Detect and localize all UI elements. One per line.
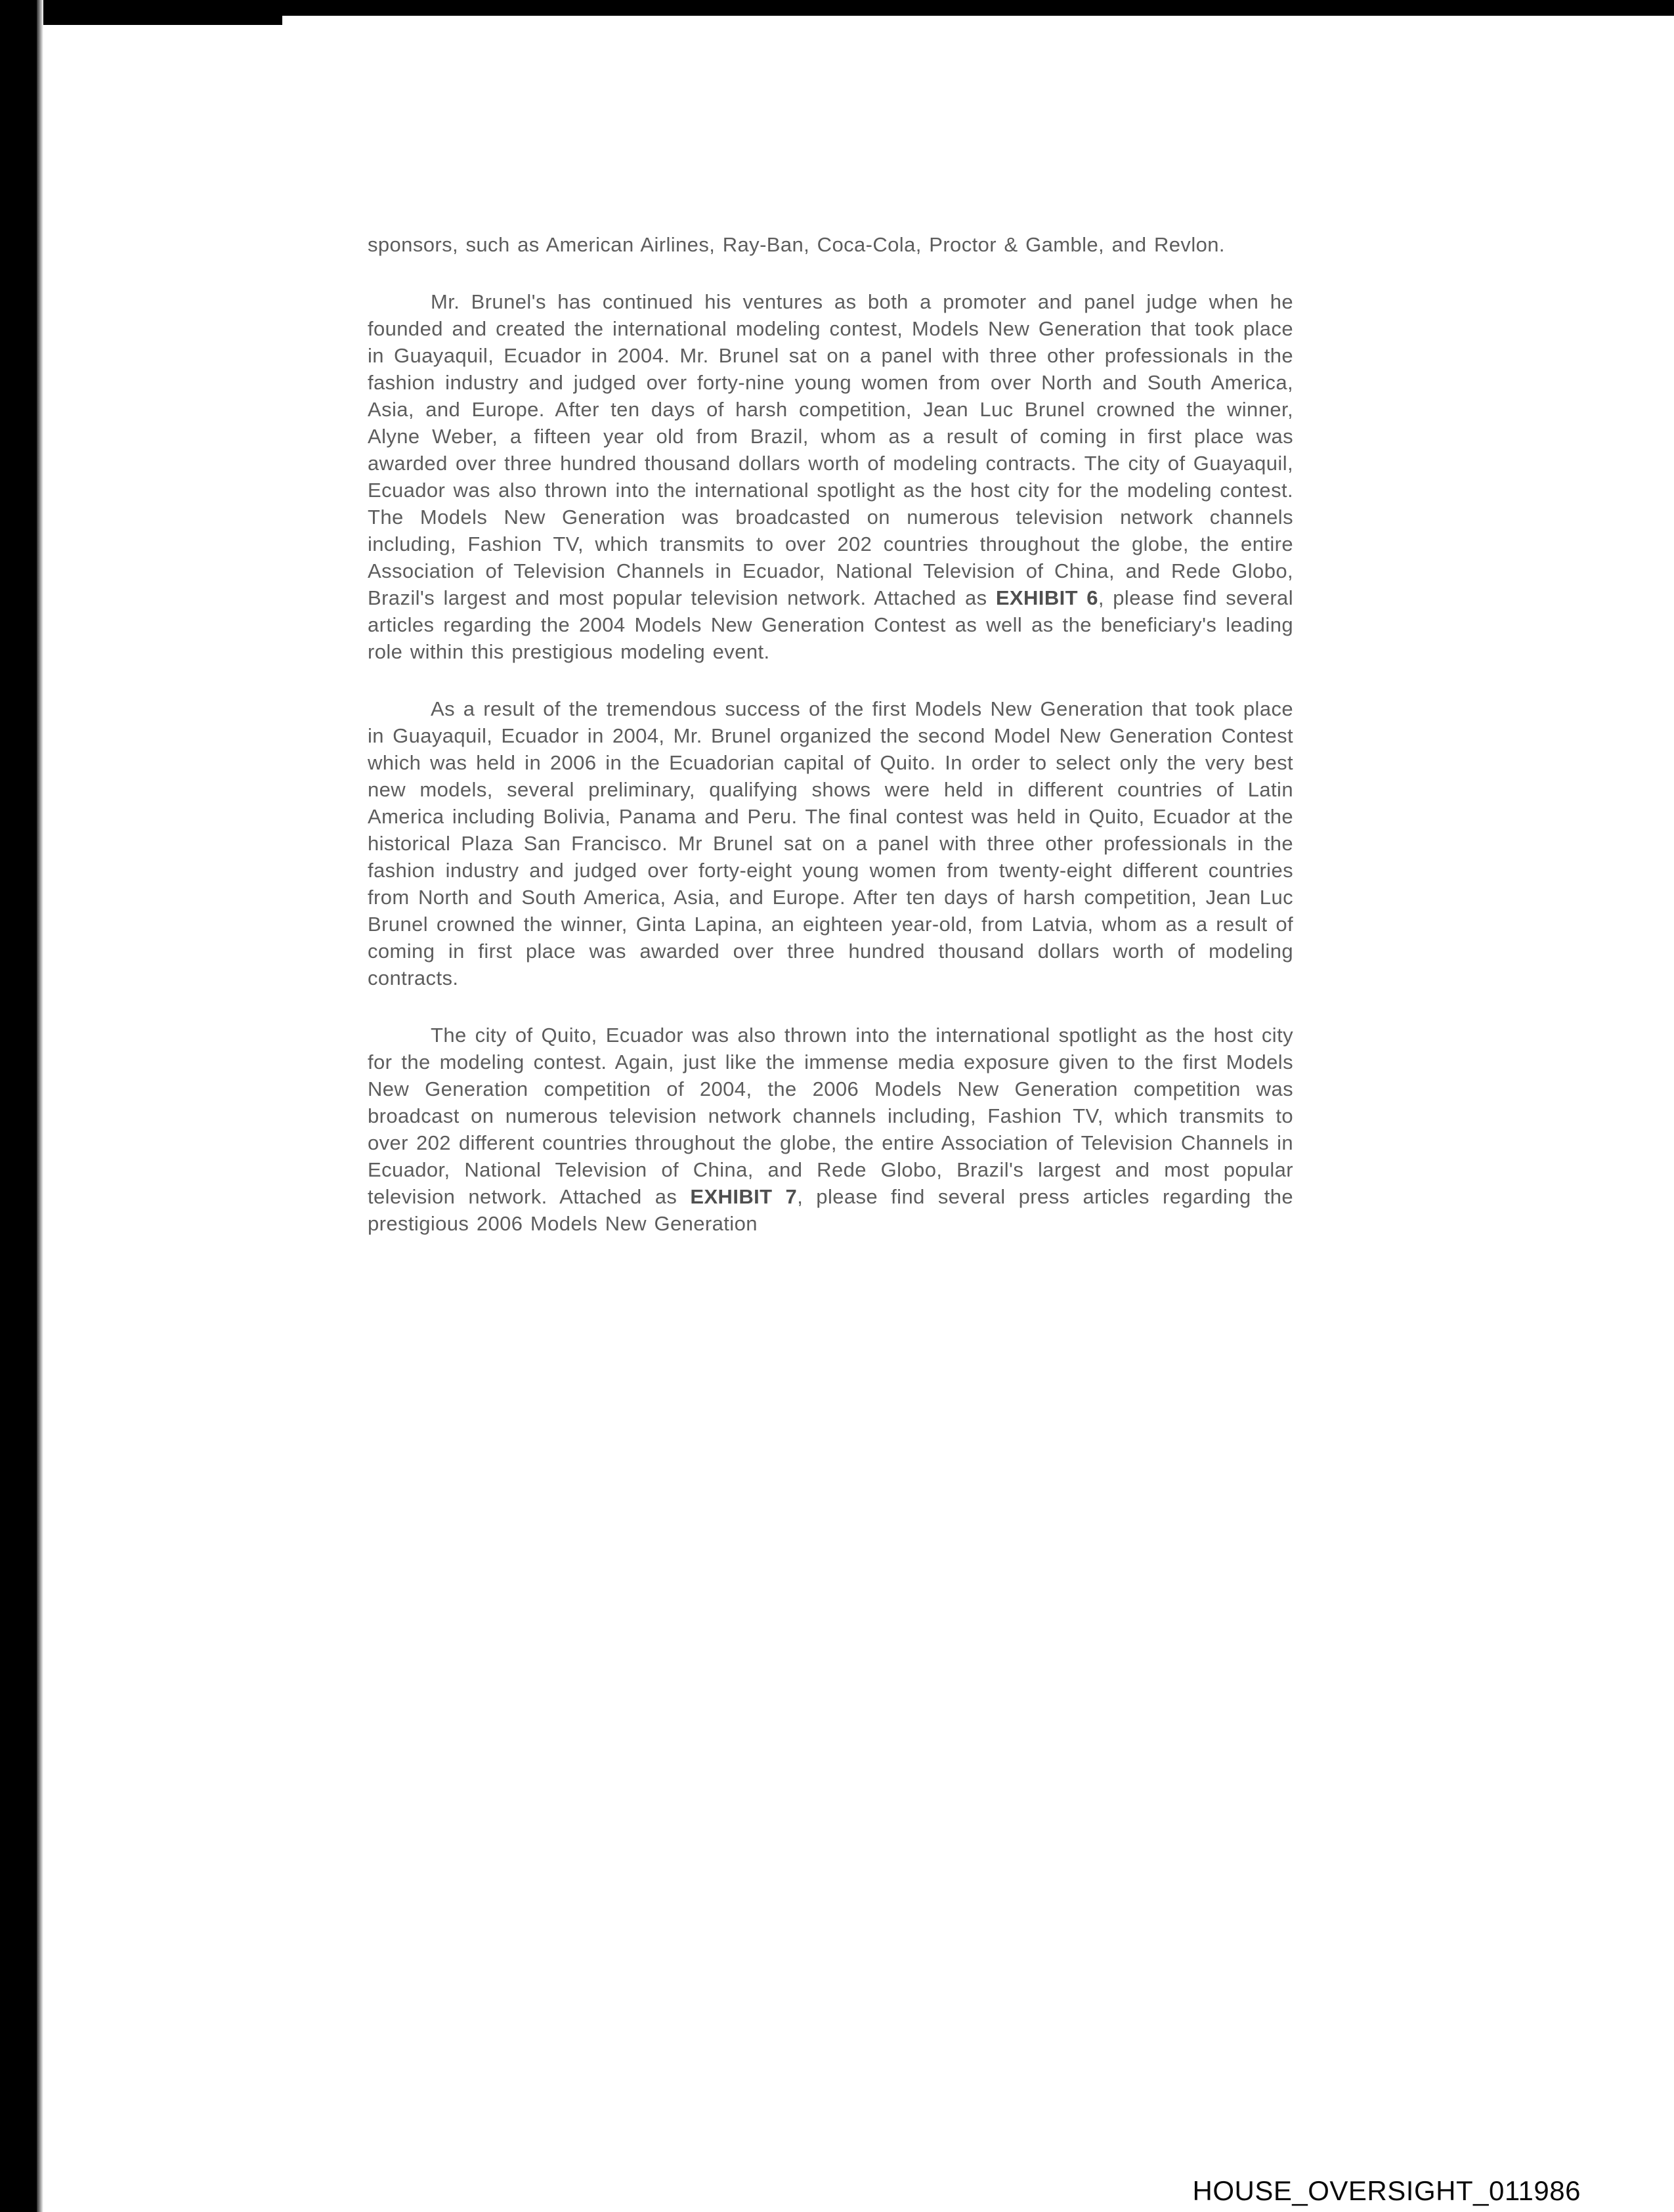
exhibit-reference: EXHIBIT 6 — [995, 586, 1098, 609]
paragraph-text: sponsors, such as American Airlines, Ray-Ban, Coca-Cola, Proctor & Gamble, and Revlon. — [368, 233, 1225, 256]
scan-edge-left — [0, 0, 37, 2212]
paragraph — [368, 1022, 1293, 1237]
paragraph-text: As a result of the tremendous success of the first Models New Generation that took place in Guayaquil, Ecuador in 2004, Mr. Brunel organized the second Model New Generation Contest which was held in 2006 in the Ecuadorian capital of Quito. In order to select only the very best new models, several preliminary, qualifying shows were held in different countries of Latin America including Bolivia, Panama and Peru. The final contest was held in Quito, Ecuador at the historical Plaza San Francisco. Mr Brunel sat on a panel with three other professionals in the fashion industry and judged over forty-eight young women from twenty-eight different countries from North and South America, Asia, and Europe. After ten days of harsh competition, Jean Luc Brunel crowned the winner, Ginta Lapina, an eighteen year-old, from Latvia, whom as a result of coming in first place was awarded over three hundred thousand dollars worth of modeling contracts. — [368, 697, 1293, 989]
paragraph-text: , please find several press articles regarding the prestigious 2006 Models New Generation — [368, 1185, 1293, 1235]
paragraph-text: The city of Quito, Ecuador was also thrown into the international spotlight as the host city for the modeling contest. Again, just like the immense media exposure given to the first Models New Generation competition of 2004, the 2006 Models New Generation competition was broadcast on numerous television network channels including, Fashion TV, which transmits to over 202 different countries throughout the globe, the entire Association of Television Channels in Ecuador, National Television of China, and Rede Globo, Brazil's largest and most popular television network. Attached as — [368, 1024, 1293, 1208]
paragraph — [368, 288, 1293, 665]
paragraph-text: , please find several articles regarding the 2004 Models New Generation Contest as well as the beneficiary's leading role within this prestigious modeling event. — [368, 586, 1293, 663]
bates-number: HOUSE_OVERSIGHT_011986 — [1192, 2175, 1581, 2206]
paragraph-text: Mr. Brunel's has continued his ventures as both a promoter and panel judge when he founded and created the international modeling contest, Models New Generation that took place in Guayaquil, Ecuador in 2004. Mr. Brunel sat on a panel with three other professionals in the fashion industry and judged over forty-nine young women from over North and South America, Asia, and Europe. After ten days of harsh competition, Jean Luc Brunel crowned the winner, Alyne Weber, a fifteen year old from Brazil, whom as a result of coming in first place was awarded over three hundred thousand dollars worth of modeling contracts. The city of Guayaquil, Ecuador was also thrown into the international spotlight as the host city for the modeling contest. The Models New Generation was broadcasted on numerous television network channels including, Fashion TV, which transmits to over 202 countries throughout the globe, the entire Association of Television Channels in Ecuador, National Television of China, and Rede Globo, Brazil's largest and most popular television network. Attached as — [368, 290, 1293, 609]
paragraph — [368, 231, 1293, 258]
scan-edge-left-shadow — [37, 0, 43, 2212]
document-text-block — [368, 231, 1293, 1237]
paragraph — [368, 695, 1293, 991]
exhibit-reference: EXHIBIT 7 — [690, 1185, 798, 1208]
